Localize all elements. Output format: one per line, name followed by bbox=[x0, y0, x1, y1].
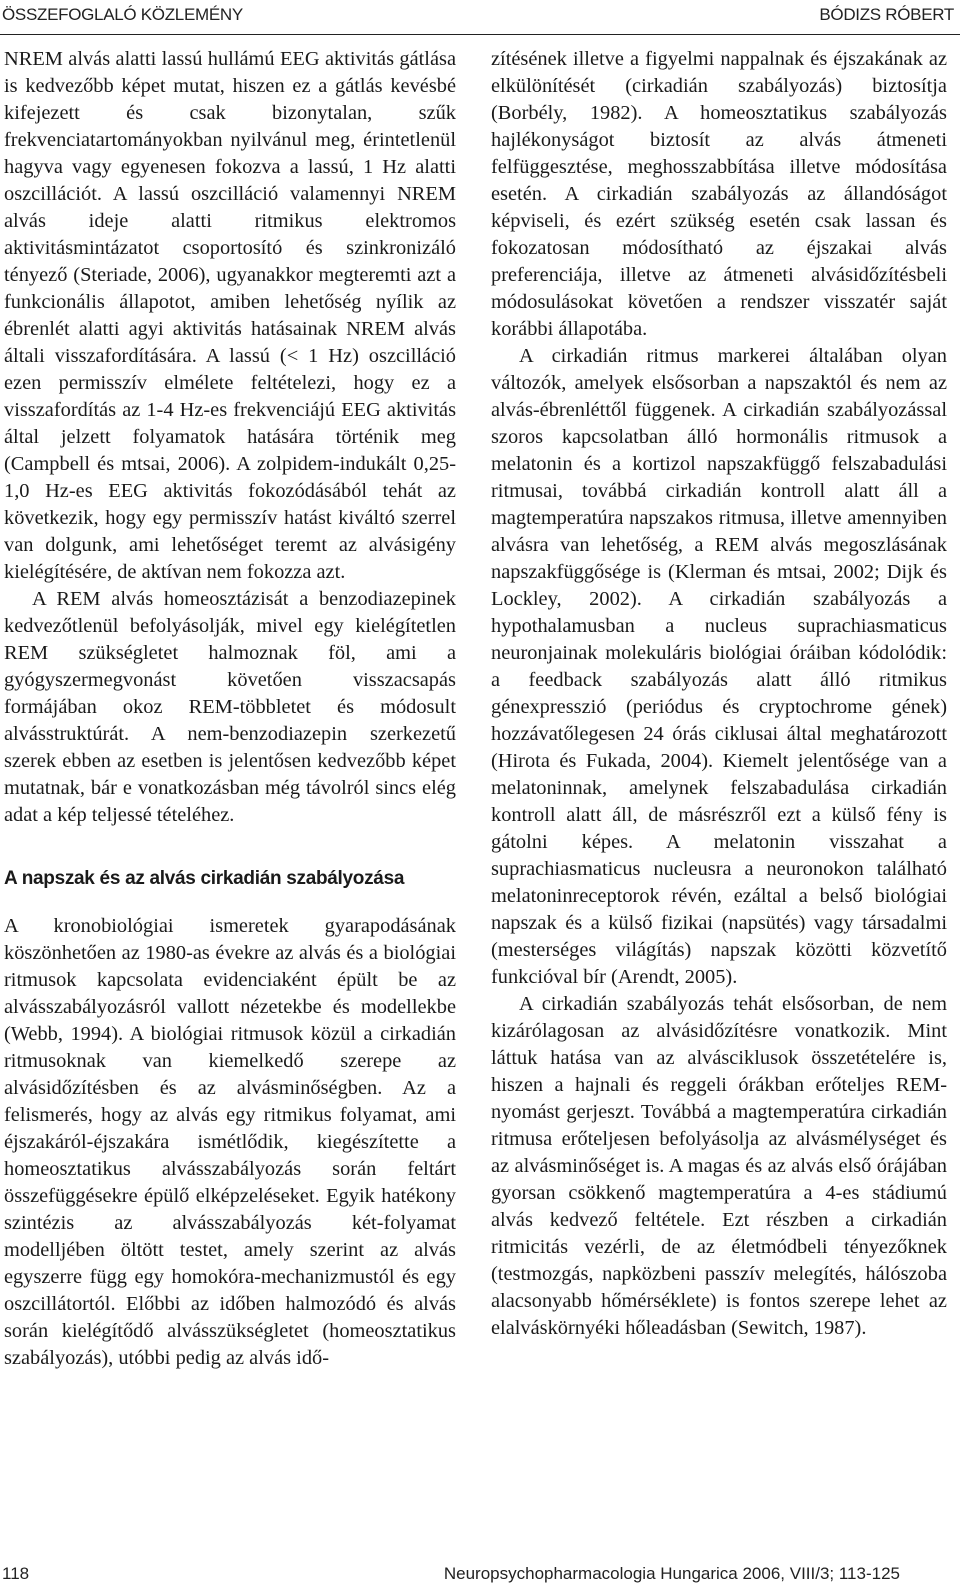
body-paragraph: A kronobiológiai ismeretek gyarapodásának köszönhetően az 1980-as évekre az alvás és a biológiai ritmusok kapcsolata evidenciaként épült be az alvásszabályozásról vallott nézetekbe és modellekbe (Webb, 1994). A biológiai ritmusok közül a cirkadián ritmusoknak van kiemelkedő szerepe az alvásidőzítésben és az alvásminőségben. Az a felismerés, hogy az alvás egy ritmikus folyamat, ami éjszakáról-éjszakára ismétlődik, kiegészítette a homeosztatikus alvásszabályozás során feltárt összefüggésekre épülő elképzeléseket. Egyik hatékony szintézis az alvásszabályozás két-folyamat modelljében öltött testet, amely szerint az alvás egyszerre függ egy homokóra-mechanizmustól és egy oszcillátortól. Előbbi az időben halmozódó és alvás során kielégítődő alvásszükségletet (homeosztatikus szabályozás), utóbbi pedig az alvás idő- bbox=[4, 915, 456, 1369]
running-head bbox=[0, 0, 960, 35]
body-paragraph: A REM alvás homeosztázisát a benzodiazepinek kedvezőtlenül befolyásolják, mivel egy kielégítetlen REM szükségletet halmoznak föl, ami a gyógyszermegvonást követően visszacsapás formájában okoz REM-többletet és módosult alvásstruktúrát. A nem-benzodiazepin szerkezetű szerek ebben az esetben is jelentősen kedvezőbb képet mutatnak, bár e vonatkozásban még távolról sincs elég adat a kép teljessé tételéhez. bbox=[4, 588, 456, 826]
journal-citation: Neuropsychopharmacologia Hungarica 2006, VIII/3; 113-125 bbox=[443, 1564, 900, 1583]
left-column bbox=[4, 46, 456, 1372]
body-paragraph: NREM alvás alatti lassú hullámú EEG aktivitás gátlása is kedvezőbb képet mutat, hiszen ez a gátlás kevésbé kifejezett és csak bizonytalan, szűk frekvenciatartományokban nyilvánul meg, érintetlenül hagyva vagy egyenesen fokozva a lassú, 1 Hz alatti oszcillációt. A lassú oszcilláció valamennyi NREM alvás ideje alatti ritmikus elektromos aktivitásmintázatot csoportosító és szinkronizáló tényező (Steriade, 2006), ugyanakkor megteremti azt a funkcionális állapotot, amiben lehetőség nyílik az ébrenlét alatti agyi aktivitás hatásainak NREM alvás általi visszafordítására. A lassú (< 1 Hz) oszcilláció ezen permisszív elmélete feltételezi, hogy ez a visszafordítás az 1-4 Hz-es frekvenciájú EEG aktivitás által jelzett folyamatok hatására történik meg (Campbell és mtsai, 2006). A zolpidem-indukált 0,25-1,0 Hz-es EEG aktivitás fokozódásából tehát az következik, hogy egy permisszív hatást kiváltó szerrel van dolgunk, ami lehetőséget teremt az alvásigény kielégítésére, de aktívan nem fokozza azt. bbox=[4, 48, 456, 583]
section-heading: A napszak és az alvás cirkadián szabályozása bbox=[4, 868, 405, 889]
right-column bbox=[491, 46, 947, 1342]
body-paragraph: zítésének illetve a figyelmi nappalnak és éjszakának az elkülönítését (cirkadián szabályozás) biztosítja (Borbély, 1982). A homeosztatikus szabályozás hajlékonyságot biztosít az alvás átmeneti felfüggesztése, meghosszabbítása illetve módosítása esetén. A cirkadián szabályozás az állandóságot képviseli, és ezért szükség esetén csak lassan és fokozatosan módosítható az éjszakai alvás preferenciája, illetve az átmeneti alvásidőzítésbeli módosulásokat követően a rendszer visszatér saját korábbi állapotába. bbox=[491, 48, 947, 340]
body-paragraph: A cirkadián ritmus markerei általában olyan változók, amelyek elsősorban a napszaktól és nem az alvás-ébrenléttől függenek. A cirkadián szabályozással szoros kapcsolatban álló hormonális ritmusok a melatonin és a kortizol napszakfüggő felszabadulási ritmusai, továbbá cirkadián kontroll alatt áll a magtemperatúra napszakos ritmusa, illetve amennyiben alvásra van lehetőség, a REM alvás megoszlásának napszakfüggősége is (Klerman és mtsai, 2002; Dijk és Lockley, 2002). A cirkadián szabályozás a hypothalamusban a nucleus suprachiasmaticus neuronjainak molekuláris biológiai óráiban kódolódik: a feedback szabályozás alatt álló ritmikus génexpresszió (periódus és cryptochrome gének) hozzávatőlegesen 24 órás ciklusai által meghatározott (Hirota és Fukada, 2004). Kiemelt jelentősége van a melatoninnak, amelynek felszabadulása cirkadián kontroll alatt áll, de másrészről ezt a külső fény is gátolni képes. A melatonin visszahat a suprachiasmaticus nucleusra a neuronokon található melatoninreceptorok révén, ezáltal a belső biológiai napszak és a külső fizikai (napsütés) vagy társadalmi (mesterséges világítás) napszak közötti közvetítő funkcióval bír (Arendt, 2005). bbox=[491, 345, 947, 988]
section-label: ÖSSZEFOGLALÓ KÖZLEMÉNY bbox=[2, 5, 243, 24]
page-footer bbox=[0, 1560, 960, 1590]
author-name: BÓDIZS RÓBERT bbox=[819, 5, 954, 24]
body-paragraph: A cirkadián szabályozás tehát elsősorban, de nem kizárólagosan az alvásidőzítésre vonatkozik. Mint láttuk hatása van az alvásciklusok összetételére is, hiszen a hajnali és reggeli órákban erőteljes REM-nyomást gerjeszt. Továbbá a magtemperatúra cirkadián ritmusa erőteljesen befolyásolja az alvásmélységet és az alvásminőséget is. A magas és az alvás első órájában gyorsan csökkenő magtemperatúra a 4-es stádiumú alvás kedvező feltétele. Ezt részben a cirkadián ritmicitás vezérli, de az életmódbeli tényezőknek (testmozgás, napközbeni passzív melegítés, hálószoba alacsonyabb hőmérséklete) is fontos szerepe lehet az elalváskörnyéki hőleadásban (Sewitch, 1987). bbox=[491, 993, 947, 1339]
page-number: 118 bbox=[2, 1564, 30, 1583]
